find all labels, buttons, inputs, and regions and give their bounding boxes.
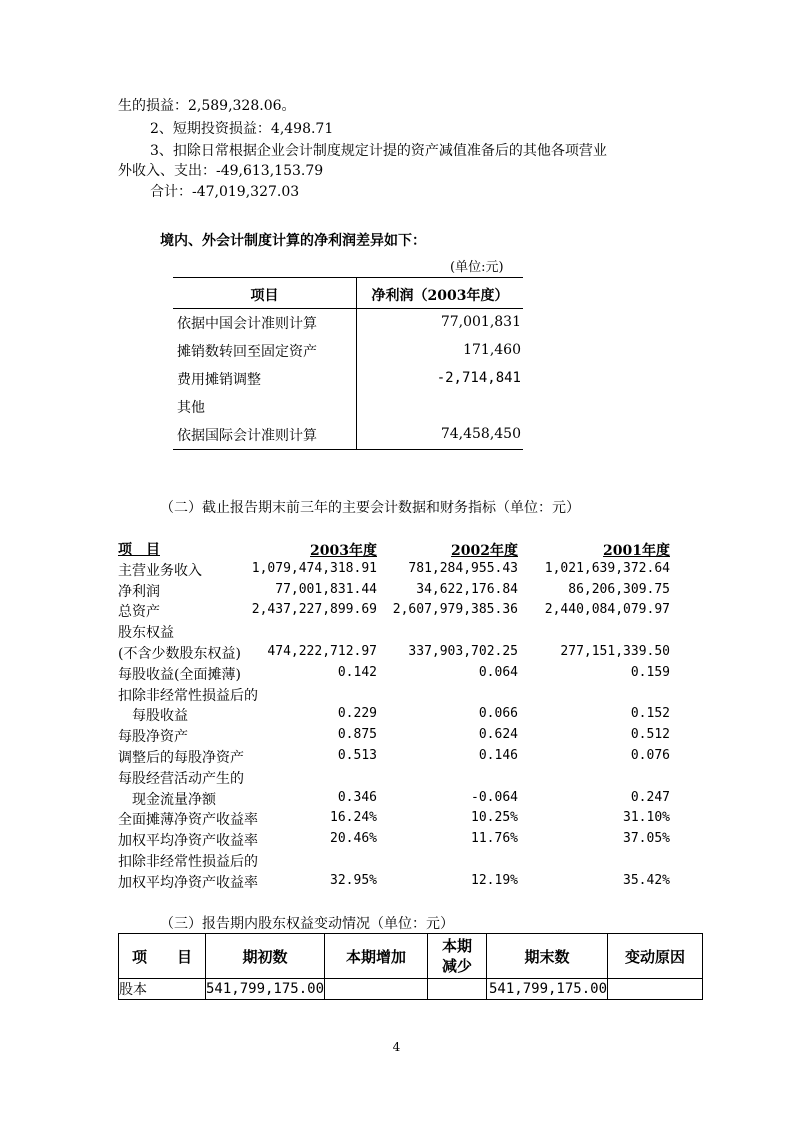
- table1-row-value: -2,714,841: [436, 370, 521, 386]
- table-row: [118, 808, 678, 829]
- table2-header: [118, 538, 678, 559]
- table-row: [118, 788, 678, 809]
- table2-row-label: 每股收益: [118, 708, 188, 725]
- table1-row-value: 171,460: [463, 342, 521, 358]
- table2-value-2002: 781,284,955.43: [408, 560, 518, 576]
- table-row: [118, 829, 678, 850]
- table-row: [173, 337, 523, 365]
- table-row: [173, 309, 523, 337]
- table2-row-label: 每股净资产: [118, 729, 188, 746]
- table2-row-label: 总资产: [118, 604, 160, 621]
- table2-col-item: 项 目: [118, 542, 160, 558]
- table2-col-2003: 2003年度: [310, 543, 377, 559]
- text-line-2: 2、短期投资损益：4,498.71: [150, 121, 334, 137]
- table2-row-label: 现金流量净额: [118, 791, 216, 808]
- financial-indicators-table: [118, 538, 678, 892]
- text-line-5: 合计：-47,019,327.03: [150, 184, 300, 200]
- table2-value-2002: 2,607,979,385.36: [392, 602, 518, 618]
- section3-heading: （三）报告期内股东权益变动情况（单位：元）: [160, 916, 454, 932]
- table3-col-reason: 变动原因: [608, 934, 703, 979]
- text-line-4: 外收入、支出：-49,613,153.79: [118, 163, 324, 179]
- table3-col-increase: 本期增加: [325, 934, 428, 979]
- table2-value-2001: 0.247: [630, 789, 670, 805]
- table-row: [118, 663, 678, 684]
- table2-col-2002: 2002年度: [451, 543, 518, 559]
- table-row: [118, 580, 678, 601]
- table1-col-value: 净利润（2003年度）: [371, 288, 509, 304]
- table2-value-2003: 0.229: [337, 706, 377, 722]
- table2-row-label: 扣除非经常性损益后的: [118, 853, 258, 870]
- section1-heading: 境内、外会计制度计算的净利润差异如下：: [160, 233, 426, 249]
- table-row: [118, 704, 678, 725]
- table-row: [118, 559, 678, 580]
- table-row: [118, 684, 678, 705]
- table2-value-2001: 35.42%: [623, 872, 670, 888]
- table2-value-2001: 86,206,309.75: [568, 581, 670, 597]
- table-row: [118, 767, 678, 788]
- table3-header: [119, 934, 703, 979]
- table1-unit: (单位:元): [450, 260, 504, 275]
- table2-value-2003: 16.24%: [330, 810, 377, 826]
- table2-row-label: 每股收益(全面摊薄): [118, 666, 241, 683]
- table2-value-2003: 2,437,227,899.69: [251, 602, 377, 618]
- table1-header: [173, 278, 523, 309]
- table2-value-2003: 1,079,474,318.91: [251, 560, 377, 576]
- table2-value-2002: 0.066: [478, 706, 518, 722]
- table2-row-label: 加权平均净资产收益率: [118, 833, 258, 850]
- table2-row-label: 股东权益: [118, 625, 174, 642]
- table2-value-2002: 337,903,702.25: [408, 643, 518, 659]
- table1-col-item: 项目: [250, 288, 279, 304]
- table2-value-2003: 32.95%: [330, 872, 377, 888]
- table3-col-item: 项 目: [119, 934, 206, 979]
- table2-row-label: 全面摊薄净资产收益率: [118, 812, 258, 829]
- table2-row-label: 加权平均净资产收益率: [118, 874, 258, 891]
- table-row: [173, 393, 523, 421]
- table2-value-2002: 10.25%: [471, 810, 518, 826]
- table1-row-value: 74,458,450: [440, 426, 521, 442]
- table2-row-label: 调整后的每股净资产: [118, 749, 244, 766]
- table2-value-2001: 277,151,339.50: [560, 643, 670, 659]
- table-row: [118, 621, 678, 642]
- equity-change-table: [118, 933, 703, 1000]
- table2-value-2003: 77,001,831.44: [275, 581, 377, 597]
- table2-value-2001: 2,440,084,079.97: [544, 602, 670, 618]
- net-profit-difference-table: [173, 277, 523, 450]
- table2-value-2002: 0.146: [478, 747, 518, 763]
- table3-col-opening: 期初数: [206, 934, 325, 979]
- table2-value-2002: 11.76%: [471, 831, 518, 847]
- table1-row-label: 依据中国会计准则计算: [177, 316, 317, 332]
- table-row: [118, 642, 678, 663]
- table3-col-decrease: 本期减少: [428, 934, 487, 979]
- table2-value-2001: 0.152: [630, 706, 670, 722]
- table3-cell-increase: [325, 979, 428, 1000]
- table2-value-2002: 0.624: [478, 727, 518, 743]
- table2-value-2002: -0.064: [471, 789, 518, 805]
- table2-value-2003: 0.875: [337, 727, 377, 743]
- table-row: [118, 746, 678, 767]
- table2-value-2003: 474,222,712.97: [267, 643, 377, 659]
- table1-row-label: 费用摊销调整: [177, 372, 261, 388]
- table2-value-2001: 0.076: [630, 747, 670, 763]
- table-row: [173, 365, 523, 393]
- table-row: [118, 871, 678, 892]
- table3-cell-decrease: [428, 979, 487, 1000]
- table2-row-label: 扣除非经常性损益后的: [118, 687, 258, 704]
- table3-col-closing: 期末数: [487, 934, 608, 979]
- table2-value-2002: 0.064: [478, 664, 518, 680]
- text-line-1: 生的损益：2,589,328.06。: [118, 98, 296, 114]
- table2-value-2002: 34,622,176.84: [416, 581, 518, 597]
- table2-value-2003: 0.142: [337, 664, 377, 680]
- page-number: 4: [392, 1040, 401, 1054]
- table2-col-2001: 2001年度: [603, 543, 670, 559]
- table2-value-2001: 37.05%: [623, 831, 670, 847]
- table2-row-label: 净利润: [118, 583, 160, 600]
- table1-row-label: 摊销数转回至固定资产: [177, 344, 317, 360]
- table2-value-2001: 1,021,639,372.64: [544, 560, 670, 576]
- section2-heading: （二）截止报告期末前三年的主要会计数据和财务指标（单位：元）: [160, 500, 580, 516]
- table-row: [119, 979, 703, 1000]
- table2-value-2002: 12.19%: [471, 872, 518, 888]
- table1-row-label: 依据国际会计准则计算: [177, 428, 317, 444]
- table1-row-value: 77,001,831: [440, 314, 521, 330]
- table2-value-2003: 0.346: [337, 789, 377, 805]
- table2-value-2001: 31.10%: [623, 810, 670, 826]
- table-row: [118, 600, 678, 621]
- table-row: [118, 725, 678, 746]
- table2-row-label: 主营业务收入: [118, 562, 202, 579]
- table2-value-2003: 0.513: [337, 747, 377, 763]
- table-row: [173, 421, 523, 449]
- table2-value-2001: 0.512: [630, 727, 670, 743]
- table2-body: [118, 559, 678, 892]
- table1-row-label: 其他: [177, 400, 205, 416]
- text-line-3: 3、扣除日常根据企业会计制度规定计提的资产减值准备后的其他各项营业: [150, 143, 607, 159]
- table-row: [118, 850, 678, 871]
- table2-row-label: 每股经营活动产生的: [118, 770, 244, 787]
- table3-cell-opening: 541,799,175.00: [206, 979, 325, 1000]
- table3-cell-closing: 541,799,175.00: [487, 979, 608, 1000]
- table3-cell-reason: [608, 979, 703, 1000]
- table2-value-2001: 0.159: [630, 664, 670, 680]
- table2-value-2003: 20.46%: [330, 831, 377, 847]
- table3-cell-item: 股本: [119, 979, 206, 1000]
- table2-row-label: (不含少数股东权益): [118, 645, 241, 662]
